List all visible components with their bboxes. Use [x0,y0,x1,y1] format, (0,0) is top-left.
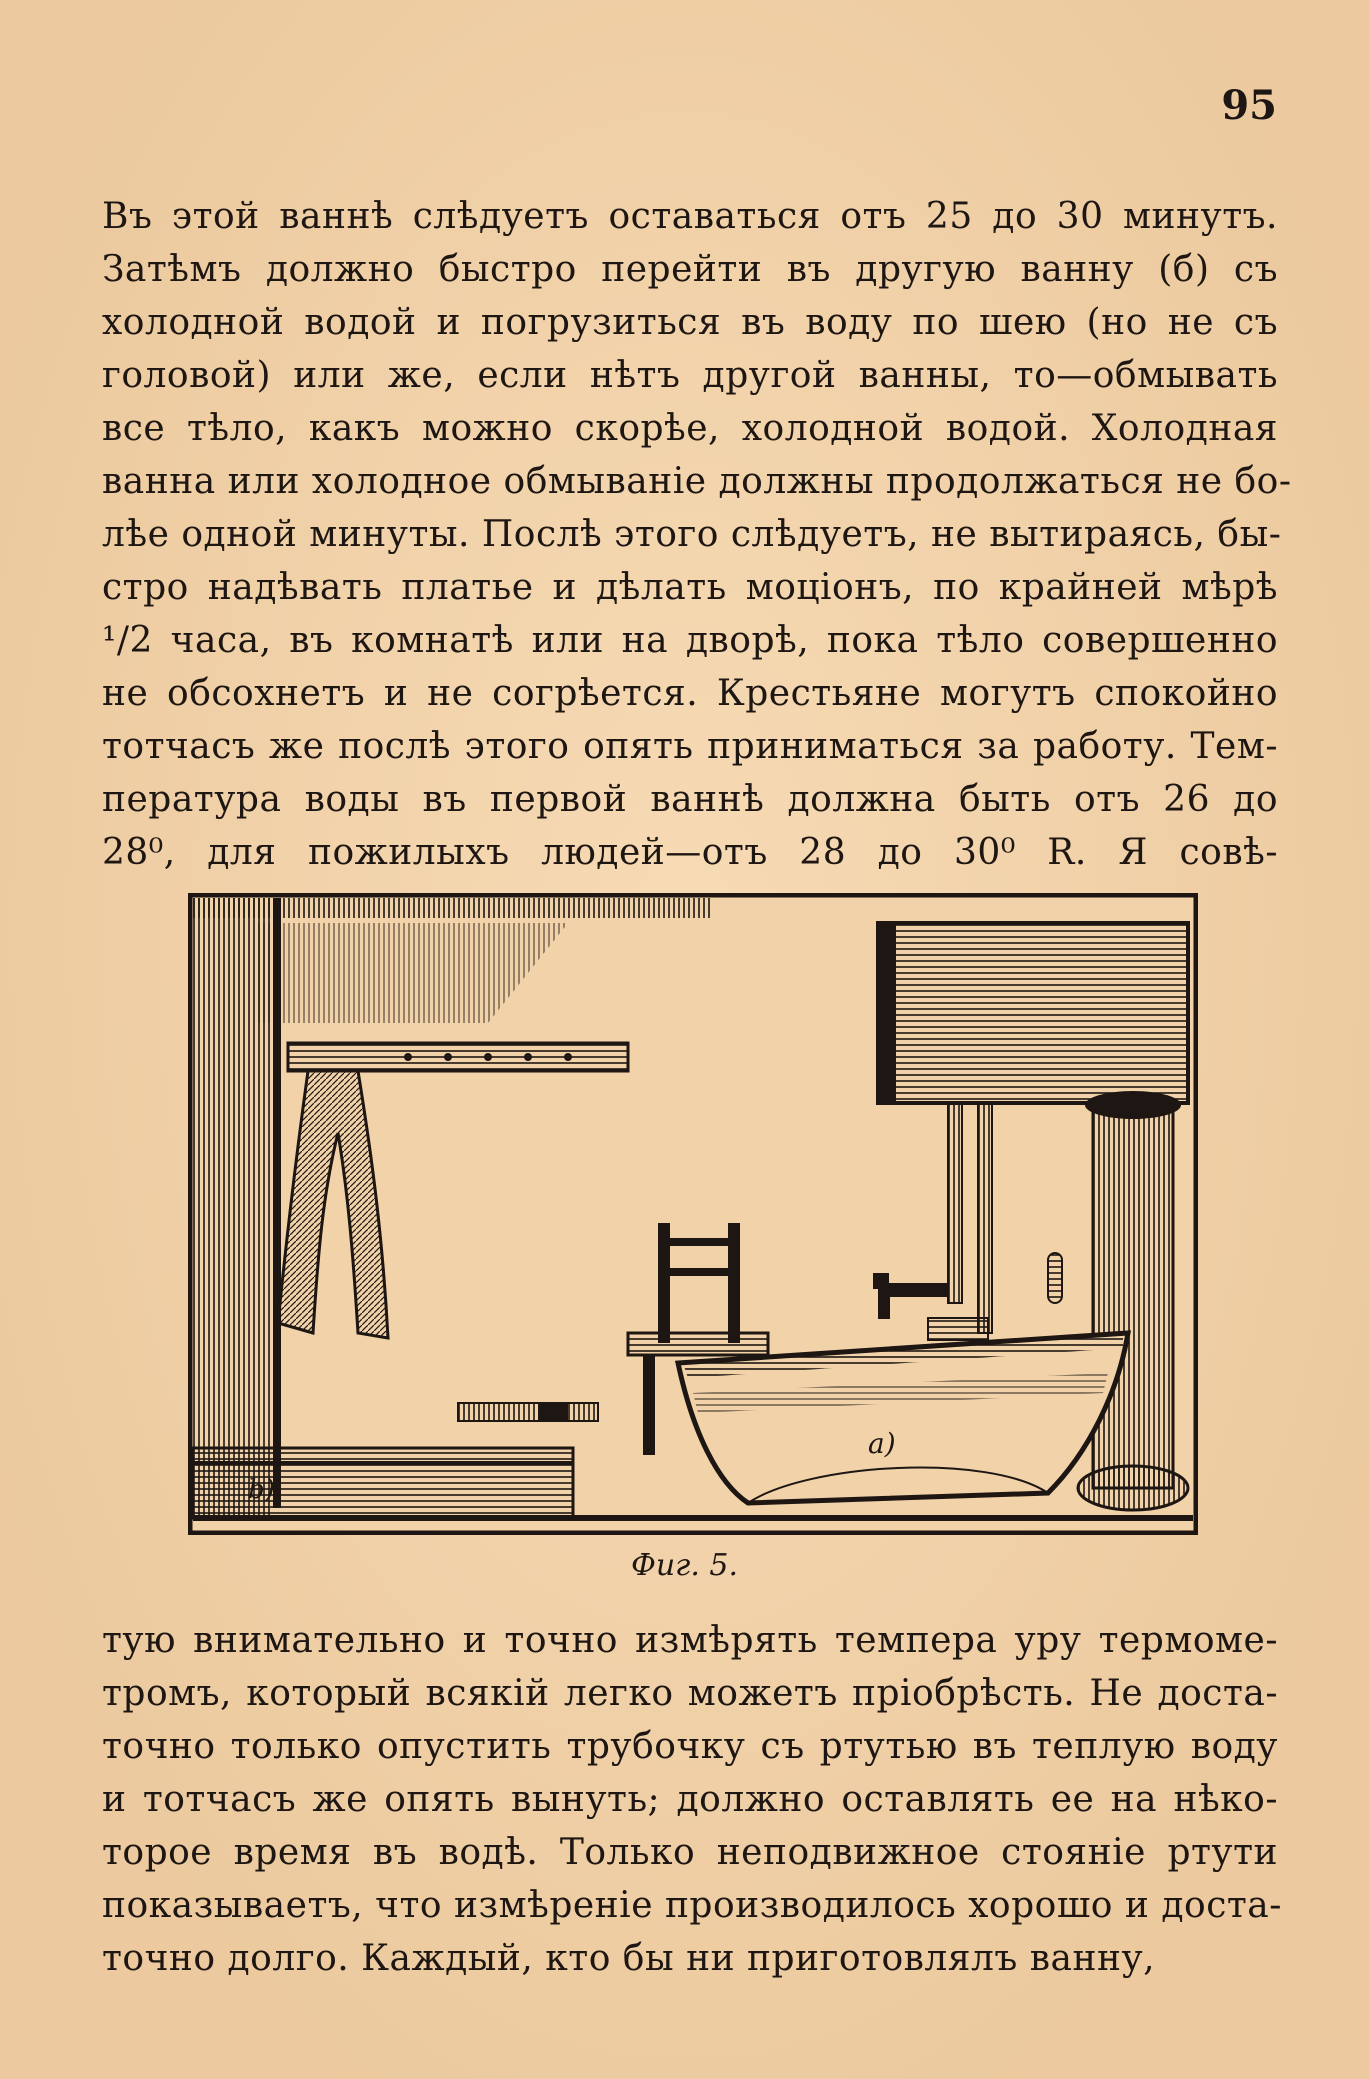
text-line: точно долго. Каждый, кто бы ни приготовлялъ ванну, [102,1938,1156,1979]
figure-caption: Фиг. 5. [630,1548,739,1583]
text-line: тотчасъ же послѣ этого опять приниматься за работу. Тем- [102,726,1278,767]
paragraph-top [102,190,1292,879]
page-number: 95 [1221,82,1277,129]
text-line: ¹/2 часа, въ комнатѣ или на дворѣ, пока тѣло совершенно [102,620,1278,661]
label-a: a) [868,1427,896,1460]
text-line: пература воды въ первой ваннѣ должна быть отъ 26 до [102,779,1278,820]
text-line: Затѣмъ должно быстро перейти въ другую ванну (б) съ [102,249,1278,290]
label-b: b) [248,1475,275,1505]
text-line: все тѣло, какъ можно скорѣе, холодной водой. Холодная [102,408,1278,449]
text-line: торое время въ водѣ. Только неподвижное стояніе ртути [102,1832,1278,1873]
text-line: показываетъ, что измѣреніе производилось хорошо и доста- [102,1885,1282,1926]
text-line: точно только опустить трубочку съ ртутью въ теплую воду [102,1726,1278,1767]
text-line: 28⁰, для пожилыхъ людей—отъ 28 до 30⁰ R. Я совѣ- [102,832,1278,873]
paragraph-bottom [102,1614,1282,1985]
text-line: тромъ, который всякій легко можетъ пріобрѣсть. Не доста- [102,1673,1278,1714]
text-line: ванна или холодное обмываніе должны продолжаться не бо- [102,461,1292,502]
bath-illustration [188,893,1198,1535]
text-line: не обсохнетъ и не согрѣется. Крестьяне могутъ спокойно [102,673,1278,714]
text-line: холодной водой и погрузиться въ воду по шею (но не съ [102,302,1278,343]
text-line: лѣе одной минуты. Послѣ этого слѣдуетъ, не вытираясь, бы- [102,514,1282,555]
text-line: тую внимательно и точно измѣрять темпера уру термоме- [102,1620,1278,1661]
text-line: стро надѣвать платье и дѣлать моціонъ, по крайней мѣрѣ [102,567,1278,608]
text-line: головой) или же, если нѣтъ другой ванны, то—обмывать [102,355,1278,396]
text-line: и тотчасъ же опять вынуть; должно оставлять ее на нѣко- [102,1779,1278,1820]
text-line: Въ этой ваннѣ слѣдуетъ оставаться отъ 25 до 30 минутъ. [102,196,1278,237]
